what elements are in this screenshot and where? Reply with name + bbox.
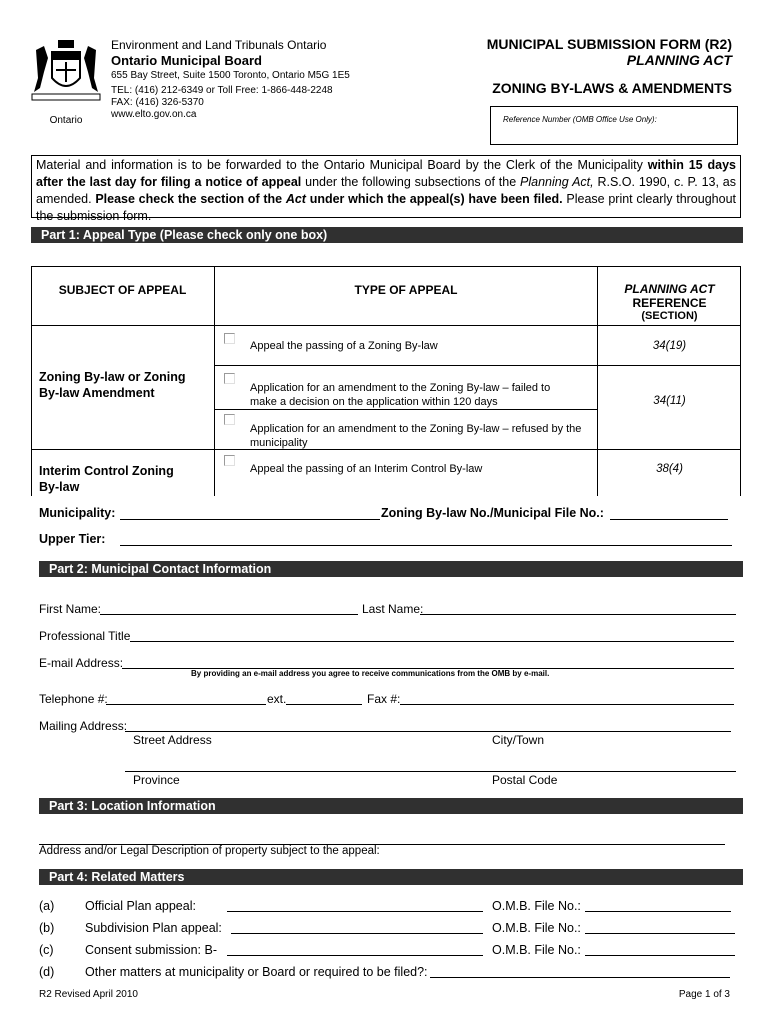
- city-caption: City/Town: [492, 733, 545, 747]
- org-fax: FAX: (416) 326-5370: [111, 97, 204, 108]
- item-a-file-input[interactable]: [585, 899, 731, 912]
- checkbox-row3[interactable]: [224, 414, 235, 425]
- item-c-label: Consent submission: B-: [85, 943, 218, 957]
- intro-bold-italic: Act: [285, 192, 306, 206]
- type-row2: Application for an amendment to the Zoning By-law – failed to make a decision on the application within 120 days: [250, 382, 551, 408]
- form-subject: ZONING BY-LAWS & AMENDMENTS: [492, 80, 732, 96]
- item-d-label: Other matters at municipality or Board or required to be filed?:: [85, 965, 428, 979]
- reference-number-box[interactable]: [490, 106, 738, 145]
- item-c-letter: (c): [39, 943, 54, 957]
- item-a-file-label: O.M.B. File No.:: [492, 899, 581, 913]
- email-input[interactable]: [122, 656, 734, 669]
- org-tel: TEL: (416) 212-6349 or Toll Free: 1-866-448-2248: [111, 85, 333, 96]
- checkbox-row2[interactable]: [224, 373, 235, 384]
- org-line2: Ontario Municipal Board: [111, 53, 262, 68]
- bylaw-label: Zoning By-law No./Municipal File No.:: [381, 506, 604, 520]
- checkbox-row1[interactable]: [224, 333, 235, 344]
- telephone-label: Telephone #:: [39, 692, 108, 706]
- part1-bar: Part 1: Appeal Type (Please check only one box): [31, 227, 743, 243]
- first-name-label: First Name:: [39, 602, 102, 616]
- ext-input[interactable]: [286, 692, 362, 705]
- intro-text-3: R.S.O. 1990, c. P. 13, as amended.: [36, 175, 737, 206]
- mailing-street-input[interactable]: [125, 719, 731, 732]
- intro-bold-3: under which the appeal(s) have been filed.: [305, 192, 563, 206]
- mailing-label: Mailing Address:: [39, 719, 128, 733]
- part3-bar: Part 3: Location Information: [39, 798, 743, 814]
- email-label: E-mail Address:: [39, 656, 124, 670]
- intro-box: [31, 155, 741, 223]
- col-subject: SUBJECT OF APPEAL: [58, 283, 187, 297]
- ontario-coat-of-arms-icon: [30, 38, 102, 110]
- footer-page: Page 1 of 3: [678, 989, 730, 1000]
- item-c-file-label: O.M.B. File No.:: [492, 943, 581, 957]
- section-row1: 34(19): [652, 340, 687, 352]
- item-b-file-input[interactable]: [585, 921, 735, 934]
- item-c-file-input[interactable]: [585, 943, 735, 956]
- subject-interim: Interim Control Zoning By-law: [39, 464, 174, 494]
- org-web[interactable]: www.elto.gov.on.ca: [111, 109, 197, 120]
- footer-revision: R2 Revised April 2010: [39, 989, 138, 1000]
- item-a-input[interactable]: [227, 899, 483, 912]
- last-name-input[interactable]: [420, 602, 736, 615]
- item-c-input[interactable]: [227, 943, 483, 956]
- reference-number-label: Reference Number (OMB Office Use Only):: [503, 115, 657, 124]
- ontario-logo: [30, 38, 102, 126]
- item-a-letter: (a): [39, 899, 55, 913]
- item-b-label: Subdivision Plan appeal:: [85, 921, 222, 935]
- item-a-label: Official Plan appeal:: [85, 899, 196, 913]
- address-description-label: Address and/or Legal Description of property subject to the appeal:: [39, 845, 380, 857]
- street-caption: Street Address: [133, 733, 212, 747]
- type-row1: Appeal the passing of a Zoning By-law: [250, 340, 438, 352]
- bylaw-input[interactable]: [610, 507, 728, 520]
- municipality-label: Municipality:: [39, 506, 116, 520]
- upper-tier-input[interactable]: [120, 533, 732, 546]
- professional-title-label: Professional Title: [39, 629, 131, 643]
- postal-caption: Postal Code: [492, 773, 558, 787]
- section-row2: 34(11): [653, 395, 686, 407]
- subject-zoning: Zoning By-law or Zoning By-law Amendment: [39, 370, 186, 400]
- province-caption: Province: [133, 773, 180, 787]
- col-ref2: REFERENCE: [632, 296, 707, 310]
- col-reference: [598, 282, 741, 322]
- col-ref3: (SECTION): [641, 310, 698, 322]
- upper-tier-label: Upper Tier:: [39, 532, 106, 546]
- first-name-input[interactable]: [100, 602, 358, 615]
- org-block: [111, 38, 411, 121]
- intro-bold-1: within 15 days after the last day for filing a notice of appeal: [36, 158, 736, 189]
- intro-text-1: Material and information is to be forwarded to the Ontario Municipal Board by the Clerk of the Municipality: [36, 158, 648, 172]
- telephone-input[interactable]: [106, 692, 266, 705]
- part2-bar: Part 2: Municipal Contact Information: [39, 561, 743, 577]
- location-input[interactable]: [39, 832, 725, 845]
- col-type: TYPE OF APPEAL: [354, 283, 458, 297]
- item-d-input[interactable]: [430, 965, 730, 978]
- form-act: PLANNING ACT: [626, 52, 732, 68]
- type-row3: Application for an amendment to the Zoning By-law – refused by the municipality: [250, 423, 582, 449]
- checkbox-row4[interactable]: [224, 455, 235, 466]
- type-row4: Appeal the passing of an Interim Control By-law: [250, 463, 483, 475]
- intro-text-2: under the following subsections of the: [301, 175, 521, 189]
- col-ref1: PLANNING ACT: [624, 282, 715, 296]
- item-d-letter: (d): [39, 965, 55, 979]
- item-b-file-label: O.M.B. File No.:: [492, 921, 581, 935]
- org-line1: Environment and Land Tribunals Ontario: [111, 38, 327, 52]
- item-b-letter: (b): [39, 921, 55, 935]
- intro-italic-1: Planning Act,: [520, 175, 594, 189]
- form-title: MUNICIPAL SUBMISSION FORM (R2): [486, 36, 732, 52]
- intro-text-4: Please print clearly throughout the submission form.: [36, 192, 736, 223]
- mailing-province-input[interactable]: [125, 759, 736, 772]
- section-row4: 38(4): [656, 463, 683, 475]
- fax-label: Fax #:: [367, 692, 401, 706]
- professional-title-input[interactable]: [130, 629, 734, 642]
- municipality-input[interactable]: [120, 507, 380, 520]
- part4-bar: Part 4: Related Matters: [39, 869, 743, 885]
- appeal-table: [31, 266, 741, 496]
- fax-input[interactable]: [400, 692, 734, 705]
- item-b-input[interactable]: [231, 921, 483, 934]
- intro-bold-2: Please check the section of the: [95, 192, 286, 206]
- email-note: By providing an e-mail address you agree to receive communications from the OMB by e-mail.: [191, 669, 550, 678]
- last-name-label: Last Name:: [362, 602, 424, 616]
- org-address: 655 Bay Street, Suite 1500 Toronto, Ontario M5G 1E5: [111, 70, 350, 81]
- ext-label: ext.: [267, 692, 287, 706]
- logo-caption: Ontario: [49, 115, 83, 126]
